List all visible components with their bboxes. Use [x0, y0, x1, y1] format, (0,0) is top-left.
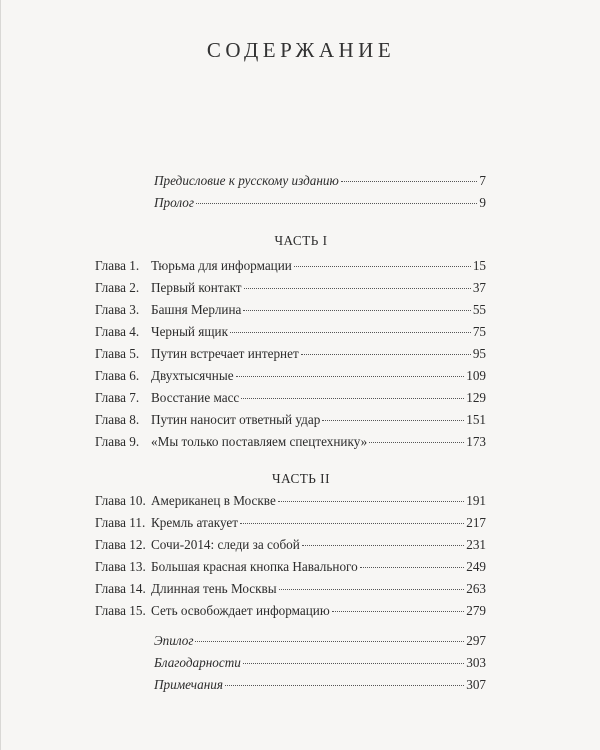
dot-leader: [196, 203, 477, 204]
toc-entry-prologue: [154, 194, 486, 212]
toc-entry-chapter: [95, 257, 486, 275]
entry-title: Примечания: [154, 677, 223, 692]
toc-entry-chapter: [95, 301, 486, 319]
toc-entry-notes: [154, 676, 486, 694]
toc-entry-chapter: [95, 389, 486, 407]
entry-page: 151: [466, 412, 486, 427]
toc-entry-acknowledgements: [154, 654, 486, 672]
chapter-number: Глава 7.: [95, 390, 140, 405]
entry-title: Предисловие к русскому изданию: [154, 173, 339, 188]
dot-leader: [243, 310, 470, 311]
toc-entry-chapter: [95, 345, 486, 363]
entry-title: Благодарности: [154, 655, 241, 670]
page-title: СОДЕРЖАНИЕ: [206, 38, 396, 62]
entry-page: 307: [466, 677, 486, 692]
part-heading-2: ЧАСТЬ II: [272, 471, 330, 486]
dot-leader: [341, 181, 478, 182]
entry-title: «Мы только поставляем спецтехнику»: [151, 434, 368, 449]
toc-entry-preface: [154, 172, 486, 190]
toc-entry-epilogue: [154, 632, 486, 650]
toc-entry-chapter: [95, 433, 486, 451]
chapter-number: Глава 9.: [95, 434, 140, 449]
entry-title: Восстание масс: [151, 390, 240, 405]
entry-title: Кремль атакует: [151, 515, 239, 530]
entry-page: 95: [472, 346, 486, 361]
entry-page: 7: [479, 173, 486, 188]
chapter-number: Глава 13.: [95, 559, 146, 574]
entry-page: 263: [466, 581, 486, 596]
entry-page: 37: [472, 280, 486, 295]
dot-leader: [322, 420, 464, 421]
dot-leader: [195, 641, 464, 642]
entry-page: 191: [466, 493, 486, 508]
entry-title: Двухтысячные: [151, 368, 234, 383]
dot-leader: [244, 288, 471, 289]
dot-leader: [243, 663, 464, 664]
dot-leader: [279, 589, 465, 590]
entry-title: Большая красная кнопка Навального: [151, 559, 358, 574]
dot-leader: [332, 611, 465, 612]
part-heading-1: ЧАСТЬ I: [274, 233, 328, 248]
dot-leader: [241, 398, 464, 399]
toc-entry-chapter: [95, 602, 486, 620]
dot-leader: [240, 523, 464, 524]
toc-entry-chapter: [95, 323, 486, 341]
chapter-number: Глава 3.: [95, 302, 140, 317]
entry-title: Первый контакт: [151, 280, 242, 295]
dot-leader: [236, 376, 465, 377]
toc-entry-chapter: [95, 279, 486, 297]
chapter-number: Глава 4.: [95, 324, 140, 339]
entry-page: 231: [466, 537, 486, 552]
chapter-number: Глава 14.: [95, 581, 146, 596]
entry-page: 109: [466, 368, 486, 383]
dot-leader: [278, 501, 464, 502]
entry-title: Путин наносит ответный удар: [151, 412, 321, 427]
entry-title: Путин встречает интернет: [151, 346, 299, 361]
entry-title: Сеть освобождает информацию: [151, 603, 330, 618]
entry-page: 217: [466, 515, 486, 530]
dot-leader: [360, 567, 464, 568]
entry-page: 15: [472, 258, 486, 273]
chapter-number: Глава 5.: [95, 346, 140, 361]
toc-entry-chapter: [95, 492, 486, 510]
chapter-number: Глава 8.: [95, 412, 140, 427]
entry-page: 279: [466, 603, 486, 618]
chapter-number: Глава 15.: [95, 603, 146, 618]
chapter-number: Глава 6.: [95, 368, 140, 383]
dot-leader: [225, 685, 464, 686]
entry-title: Башня Мерлина: [151, 302, 242, 317]
dot-leader: [369, 442, 464, 443]
chapter-number: Глава 2.: [95, 280, 140, 295]
toc-entry-chapter: [95, 558, 486, 576]
entry-page: 249: [466, 559, 486, 574]
chapter-number: Глава 10.: [95, 493, 146, 508]
entry-title: Эпилог: [154, 633, 194, 648]
chapter-number: Глава 11.: [95, 515, 146, 530]
entry-title: Тюрьма для информации: [151, 258, 292, 273]
entry-page: 297: [466, 633, 486, 648]
toc-entry-chapter: [95, 536, 486, 554]
toc-entry-chapter: [95, 514, 486, 532]
entry-title: Черный ящик: [151, 324, 228, 339]
entry-page: 55: [472, 302, 486, 317]
dot-leader: [294, 266, 471, 267]
entry-page: 75: [472, 324, 486, 339]
dot-leader: [301, 354, 471, 355]
entry-title: Сочи-2014: следи за собой: [151, 537, 300, 552]
entry-page: 303: [466, 655, 486, 670]
toc-entry-chapter: [95, 411, 486, 429]
entry-title: Американец в Москве: [151, 493, 276, 508]
chapter-number: Глава 1.: [95, 258, 140, 273]
dot-leader: [230, 332, 471, 333]
entry-page: 129: [466, 390, 486, 405]
entry-title: Пролог: [154, 195, 195, 210]
toc-entry-chapter: [95, 367, 486, 385]
dot-leader: [302, 545, 464, 546]
entry-title: Длинная тень Москвы: [151, 581, 277, 596]
chapter-number: Глава 12.: [95, 537, 146, 552]
toc-entry-chapter: [95, 580, 486, 598]
entry-page: 9: [479, 195, 486, 210]
entry-page: 173: [466, 434, 486, 449]
